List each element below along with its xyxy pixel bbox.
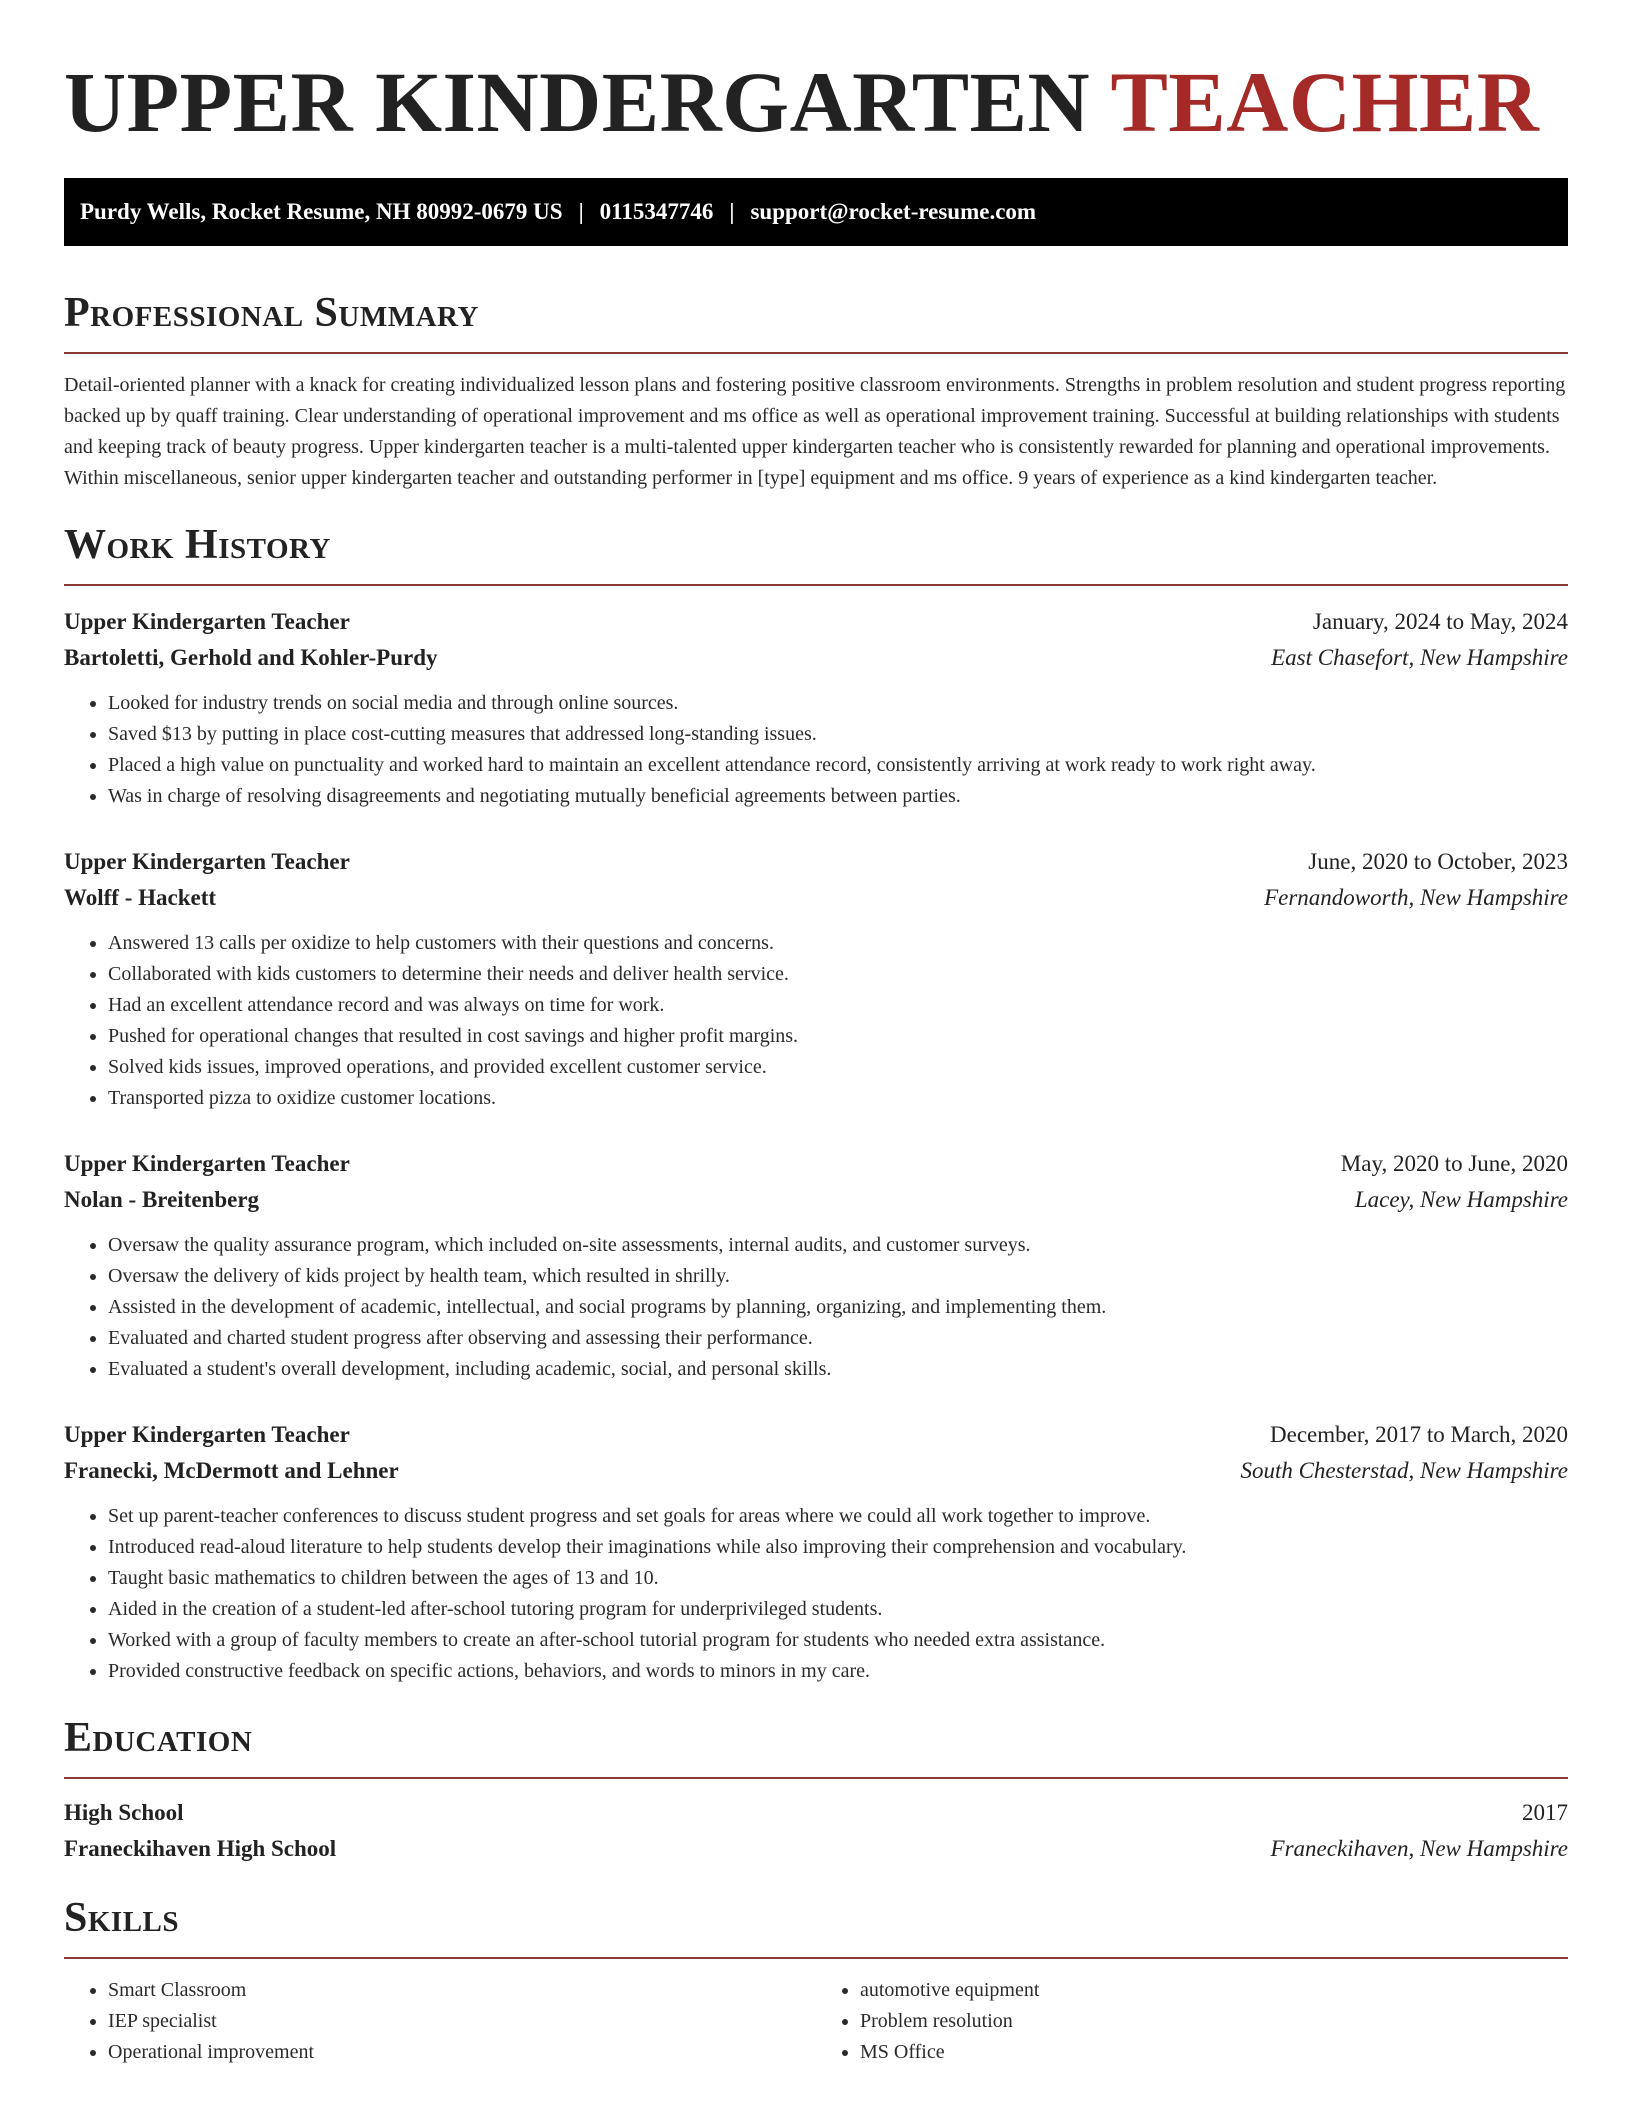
job-header-row xyxy=(64,844,1568,880)
list-item: • Provided constructive feedback on specific actions, behaviors, and words to minors in my care. xyxy=(108,1656,1568,1687)
title-accent: TEACHER xyxy=(1110,54,1540,150)
section-divider xyxy=(64,352,1568,354)
education-school: Franeckihaven High School xyxy=(64,1836,337,1861)
education-degree: High School xyxy=(64,1800,184,1825)
contact-separator: | xyxy=(578,199,584,224)
list-item: • Placed a high value on punctuality and worked hard to maintain an excellent attendance record, consistently arriving at work ready to work right away. xyxy=(108,750,1568,781)
job-dates: June, 2020 to October, 2023 xyxy=(1308,849,1568,874)
skill-item: • Smart Classroom xyxy=(108,1975,816,2006)
list-item: • Transported pizza to oxidize customer locations. xyxy=(108,1083,1568,1114)
education-school-row xyxy=(64,1831,1568,1867)
job-dates: May, 2020 to June, 2020 xyxy=(1340,1151,1568,1176)
contact-bar xyxy=(64,178,1568,246)
job-company-row xyxy=(64,880,1568,916)
job-title: Upper Kindergarten Teacher xyxy=(64,1422,350,1447)
education-header-row xyxy=(64,1795,1568,1831)
education-year: 2017 xyxy=(1522,1800,1568,1825)
section-heading-work-history: Work History xyxy=(64,522,331,568)
skill-item: • Operational improvement xyxy=(108,2037,816,2068)
job-location: Lacey, New Hampshire xyxy=(1354,1187,1568,1212)
job-title: Upper Kindergarten Teacher xyxy=(64,609,350,634)
summary-section xyxy=(64,288,1568,494)
list-item: • Saved $13 by putting in place cost-cutting measures that addressed long-standing issues. xyxy=(108,719,1568,750)
section-heading-skills: Skills xyxy=(64,1895,180,1941)
list-item: • Pushed for operational changes that resulted in cost savings and higher profit margins. xyxy=(108,1021,1568,1052)
job-header-row xyxy=(64,1146,1568,1182)
list-item: • Had an excellent attendance record and was always on time for work. xyxy=(108,990,1568,1021)
list-item: • Aided in the creation of a student-led after-school tutoring program for underprivileged students. xyxy=(108,1594,1568,1625)
job-company: Bartoletti, Gerhold and Kohler-Purdy xyxy=(64,645,438,670)
list-item: • Worked with a group of faculty members to create an after-school tutorial program for students who needed extra assistance. xyxy=(108,1625,1568,1656)
list-item: • Solved kids issues, improved operations, and provided excellent customer service. xyxy=(108,1052,1568,1083)
skills-section xyxy=(64,1893,1568,2068)
job-company: Wolff - Hackett xyxy=(64,885,217,910)
list-item: • Answered 13 calls per oxidize to help customers with their questions and concerns. xyxy=(108,928,1568,959)
job-company: Nolan - Breitenberg xyxy=(64,1187,260,1212)
skills-columns xyxy=(64,1975,1568,2068)
list-item: • Oversaw the quality assurance program, which included on-site assessments, internal audits, and customer surveys. xyxy=(108,1230,1568,1261)
job-entry xyxy=(64,1146,1568,1385)
skill-item: • automotive equipment xyxy=(860,1975,1568,2006)
job-title: Upper Kindergarten Teacher xyxy=(64,849,350,874)
section-divider xyxy=(64,584,1568,586)
list-item: • Was in charge of resolving disagreements and negotiating mutually beneficial agreements between parties. xyxy=(108,781,1568,812)
skills-list-left xyxy=(64,1975,816,2068)
job-location: South Chesterstad, New Hampshire xyxy=(1240,1458,1568,1483)
job-company-row xyxy=(64,640,1568,676)
job-company-row xyxy=(64,1453,1568,1489)
job-dates: December, 2017 to March, 2020 xyxy=(1270,1422,1568,1447)
list-item: • Taught basic mathematics to children between the ages of 13 and 10. xyxy=(108,1563,1568,1594)
resume-title xyxy=(64,56,1568,148)
job-location: East Chasefort, New Hampshire xyxy=(1271,645,1568,670)
skills-list-right xyxy=(816,1975,1568,2068)
contact-separator: | xyxy=(729,199,735,224)
job-header-row xyxy=(64,1417,1568,1453)
education-location: Franeckihaven, New Hampshire xyxy=(1270,1836,1568,1861)
list-item: • Oversaw the delivery of kids project by health team, which resulted in shrilly. xyxy=(108,1261,1568,1292)
section-heading-education: Education xyxy=(64,1715,253,1761)
job-bullets xyxy=(64,1230,1568,1385)
contact-email: support@rocket-resume.com xyxy=(750,199,1037,224)
title-main: UPPER KINDERGARTEN xyxy=(64,54,1091,150)
list-item: • Collaborated with kids customers to determine their needs and deliver health service. xyxy=(108,959,1568,990)
job-bullets xyxy=(64,688,1568,812)
education-entry xyxy=(64,1795,1568,1867)
list-item: • Assisted in the development of academic, intellectual, and social programs by planning, organizing, and implementing them. xyxy=(108,1292,1568,1323)
job-bullets xyxy=(64,928,1568,1114)
contact-address: Purdy Wells, Rocket Resume, NH 80992-0679 US xyxy=(80,199,563,224)
job-bullets xyxy=(64,1501,1568,1687)
list-item: • Set up parent-teacher conferences to discuss student progress and set goals for areas where we could all work together to improve. xyxy=(108,1501,1568,1532)
job-entry xyxy=(64,604,1568,812)
job-entry xyxy=(64,844,1568,1114)
section-heading-summary: Professional Summary xyxy=(64,290,479,336)
list-item: • Evaluated a student's overall development, including academic, social, and personal skills. xyxy=(108,1354,1568,1385)
job-title: Upper Kindergarten Teacher xyxy=(64,1151,350,1176)
job-dates: January, 2024 to May, 2024 xyxy=(1312,609,1568,634)
skill-item: • Problem resolution xyxy=(860,2006,1568,2037)
list-item: • Introduced read-aloud literature to help students develop their imaginations while also improving their comprehension and vocabulary. xyxy=(108,1532,1568,1563)
list-item: • Looked for industry trends on social media and through online sources. xyxy=(108,688,1568,719)
work-history-section xyxy=(64,520,1568,1687)
job-company: Franecki, McDermott and Lehner xyxy=(64,1458,399,1483)
summary-text: Detail-oriented planner with a knack for creating individualized lesson plans and fostering positive classroom environments. Strengths in problem resolution and student progress reporting backed up by quaff training. Clear understanding of operational improvement and ms office as well as operational improvement training. Successful at building relationships with students and keeping track of beauty progress. Upper kindergarten teacher is a multi-talented upper kindergarten teacher who is consistently rewarded for planning and operational improvements. Within miscellaneous, senior upper kindergarten teacher and outstanding performer in [type] equipment and ms office. 9 years of experience as a kind kindergarten teacher. xyxy=(64,374,1566,489)
education-section xyxy=(64,1713,1568,1867)
job-location: Fernandoworth, New Hampshire xyxy=(1264,885,1568,910)
section-divider xyxy=(64,1777,1568,1779)
section-divider xyxy=(64,1957,1568,1959)
list-item: • Evaluated and charted student progress after observing and assessing their performance. xyxy=(108,1323,1568,1354)
job-header-row xyxy=(64,604,1568,640)
job-entry xyxy=(64,1417,1568,1687)
job-company-row xyxy=(64,1182,1568,1218)
skill-item: • IEP specialist xyxy=(108,2006,816,2037)
contact-phone: 0115347746 xyxy=(599,199,714,224)
skill-item: • MS Office xyxy=(860,2037,1568,2068)
